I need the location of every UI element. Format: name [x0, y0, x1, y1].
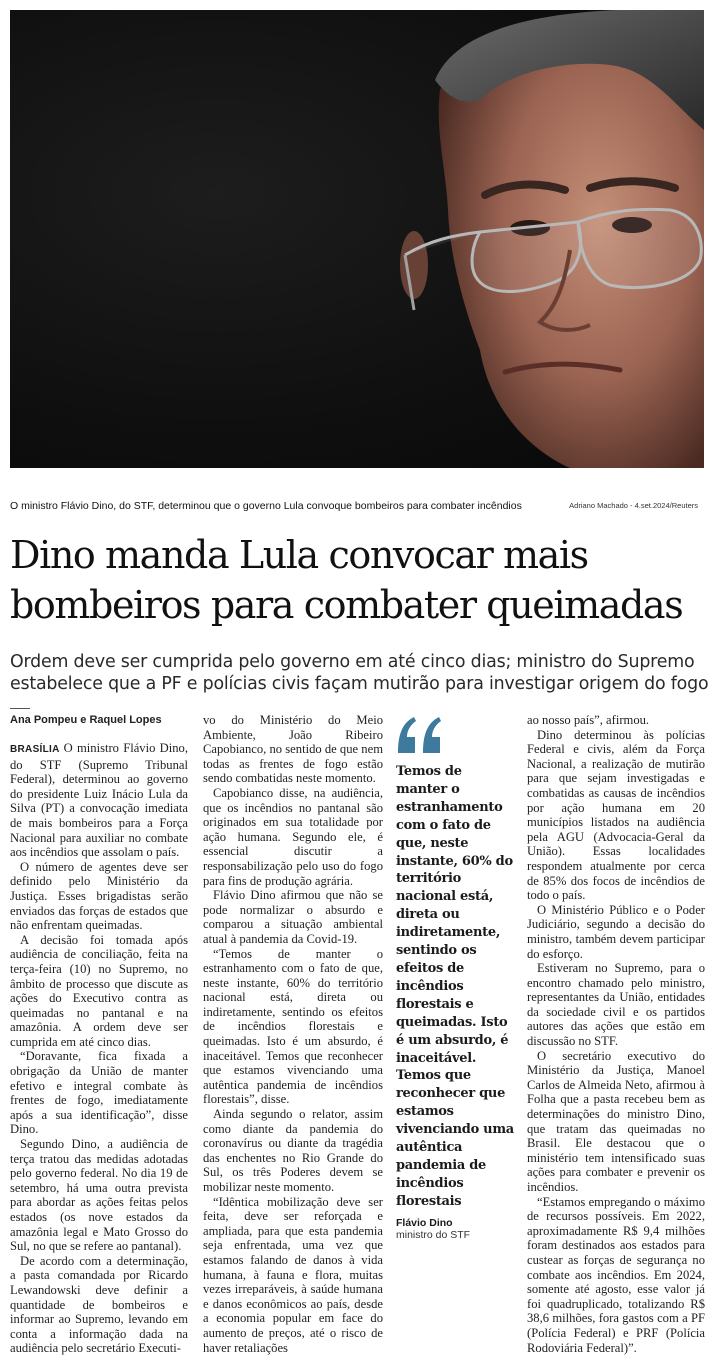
paragraph: Dino determinou às polícias Federal e civis, além da Força Nacional, a realização de mutirão para que sejam investigadas e combatidas as causas de incêndios por ação humana em 20 municípios listados na audiência pela AGU (Advocacia-Geral da União). Essas localidades respondem atualmente por cerca de 85% dos focos de incêndios de todo o país. — [527, 727, 705, 903]
paragraph: vo do Ministério do Meio Ambiente, João Ribeiro Capobianco, no sentido de que nem todas as frentes de fogo estão sendo combatidas neste momento. — [203, 713, 383, 786]
paragraph: O secretário executivo do Ministério da Justiça, Manoel Carlos de Almeida Neto, afirmou à Folha que a pasta recebeu bem as determinações do ministro Dino, que tratam das queimadas no Brasil. Ele destacou que o ministério tem intensificado suas ações para combater e prevenir os incêndios. — [527, 1048, 705, 1194]
article-column-1 — [10, 741, 188, 1356]
byline-divider — [10, 708, 30, 709]
article-column-4 — [527, 713, 705, 1355]
paragraph: “Idêntica mobilização deve ser feita, deve ser reforçada e ampliada, para que esta pandemia seja enfrentada, uma vez que estamos falando de danos à vida humana, à fauna e flora, muitas vezes irreparáveis, à saúde humana e danos econômicos ao país, desde a economia popular em face do aumento de preços, até o risco de haver retaliações — [203, 1194, 383, 1355]
pull-quote-author: Flávio Dino — [396, 1216, 453, 1229]
paragraph: Estiveram no Supremo, para o encontro chamado pelo ministro, representantes da União, entidades da sociedade civil e os partidos autores das ações que estão em discussão no STF. — [527, 961, 705, 1049]
article-photo — [10, 10, 704, 468]
photo-caption-row — [10, 500, 704, 516]
article-headline: Dino manda Lula convocar mais bombeiros para combater queimadas — [10, 533, 683, 627]
paragraph: ao nosso país”, afirmou. — [527, 713, 650, 727]
article-column-2 — [203, 713, 383, 1355]
paragraph: Ainda segundo o relator, assim como diante da pandemia do coronavírus ou diante da tragédia das enchentes no Rio Grande do Sul, os três Poderes devem se mobilizar neste momento. — [203, 1107, 383, 1194]
photo-credit: Adriano Machado - 4.set.2024/Reuters — [569, 501, 698, 510]
byline: Ana Pompeu e Raquel Lopes — [10, 714, 162, 726]
paragraph: De acordo com a determinação, a pasta comandada por Ricardo Lewandowski deve definir a quantidade de bombeiros e informar ao Supremo, levando em conta a informação dada na audiência pelo secretário Executi- — [10, 1253, 188, 1356]
photo-caption: O ministro Flávio Dino, do STF, determinou que o governo Lula convoque bombeiros para combater incêndios — [10, 500, 522, 512]
open-quote-icon — [394, 715, 446, 755]
paragraph: A decisão foi tomada após audiência de conciliação, feita na terça-feira (10) no Supremo, no âmbito de processo que discute as ações do Executivo contra as queimadas no pantanal e na amazônia. A ordem deve ser cumprida em até cinco dias. — [10, 932, 188, 1049]
portrait-illustration — [10, 10, 704, 468]
paragraph: “Doravante, fica fixada a obrigação da União de manter efetivo e integral combate às frentes de fogo, imediatamente após a sua identificação”, disse Dino. — [10, 1049, 188, 1137]
paragraph: O número de agentes deve ser definido pelo Ministério da Justiça. Esses brigadistas serão enviados das forças de estados que não enfrentam queimadas. — [10, 859, 188, 933]
paragraph: “Temos de manter o estranhamento com o fato de que, neste instante, 60% do território nacional está, direta ou indiretamente, sentindo os efeitos de incêndios florestais e queimadas. Isto é um absurdo, é inaceitável. Temos que reconhecer que estamos vivenciando uma autêntica pandemia de incêndios florestais”, disse. — [203, 946, 383, 1107]
paragraph: Flávio Dino afirmou que não se pode normalizar o absurdo e comparou a situação ambiental atual à pandemia da Covid-19. — [203, 888, 383, 946]
paragraph: “Estamos empregando o máximo de recursos possíveis. Em 2022, aproximadamente R$ 9,4 milhões foram destinados aos estados para custear as forças de segurança no combate aos incêndios. Em 2024, somente até agosto, esse valor já foi quadruplicado, totalizando R$ 38,6 milhões, fora gastos com a PF (Polícia Federal) e PRF (Polícia Rodoviária Federal)”. — [527, 1194, 705, 1355]
paragraph: O Ministério Público e o Poder Judiciário, segundo a decisão do ministro, também devem participar do esforço. — [527, 902, 705, 961]
paragraph: Segundo Dino, a audiência de terça tratou das medidas adotadas pelo governo federal. No dia 19 de setembro, há uma outra prevista para abordar as ações feitas pelos estados (os nove estados da amazônia legal e Mato Grosso do Sul, no que se refere ao pantanal). — [10, 1137, 188, 1254]
paragraph: BRASÍLIA O ministro Flávio Dino, do STF (Supremo Tribunal Federal), determinou ao governo do presidente Luiz Inácio Lula da Silva (PT) a convocação imediata de mais bombeiros para a Força Nacional para auxiliar no combate aos incêndios que assolam o país. — [10, 741, 188, 860]
article-subheadline: Ordem deve ser cumprida pelo governo em até cinco dias; ministro do Supremo estabelece que a PF e polícias civis façam mutirão para investigar origem do fogo — [10, 652, 709, 694]
pull-quote-role: ministro do STF — [396, 1228, 471, 1241]
pull-quote-text: Temos de manter o estranhamento com o fato de que, neste instante, 60% do território nacional está, direta ou indiretamente, sentindo os efeitos de incêndios florestais e queimadas. Isto é um absurdo, é inaceitável. Temos que reconhecer que estamos vivenciando uma autêntica pandemia de incêndios florestais — [396, 764, 514, 1209]
paragraph: Capobianco disse, na audiência, que os incêndios no pantanal são originados em sua totalidade por ação humana. Segundo ele, é essencial discutir a responsabilização pelo uso do fogo para fins de produção agrária. — [203, 785, 383, 888]
pull-quote — [396, 715, 514, 1241]
dateline: BRASÍLIA — [10, 744, 60, 755]
